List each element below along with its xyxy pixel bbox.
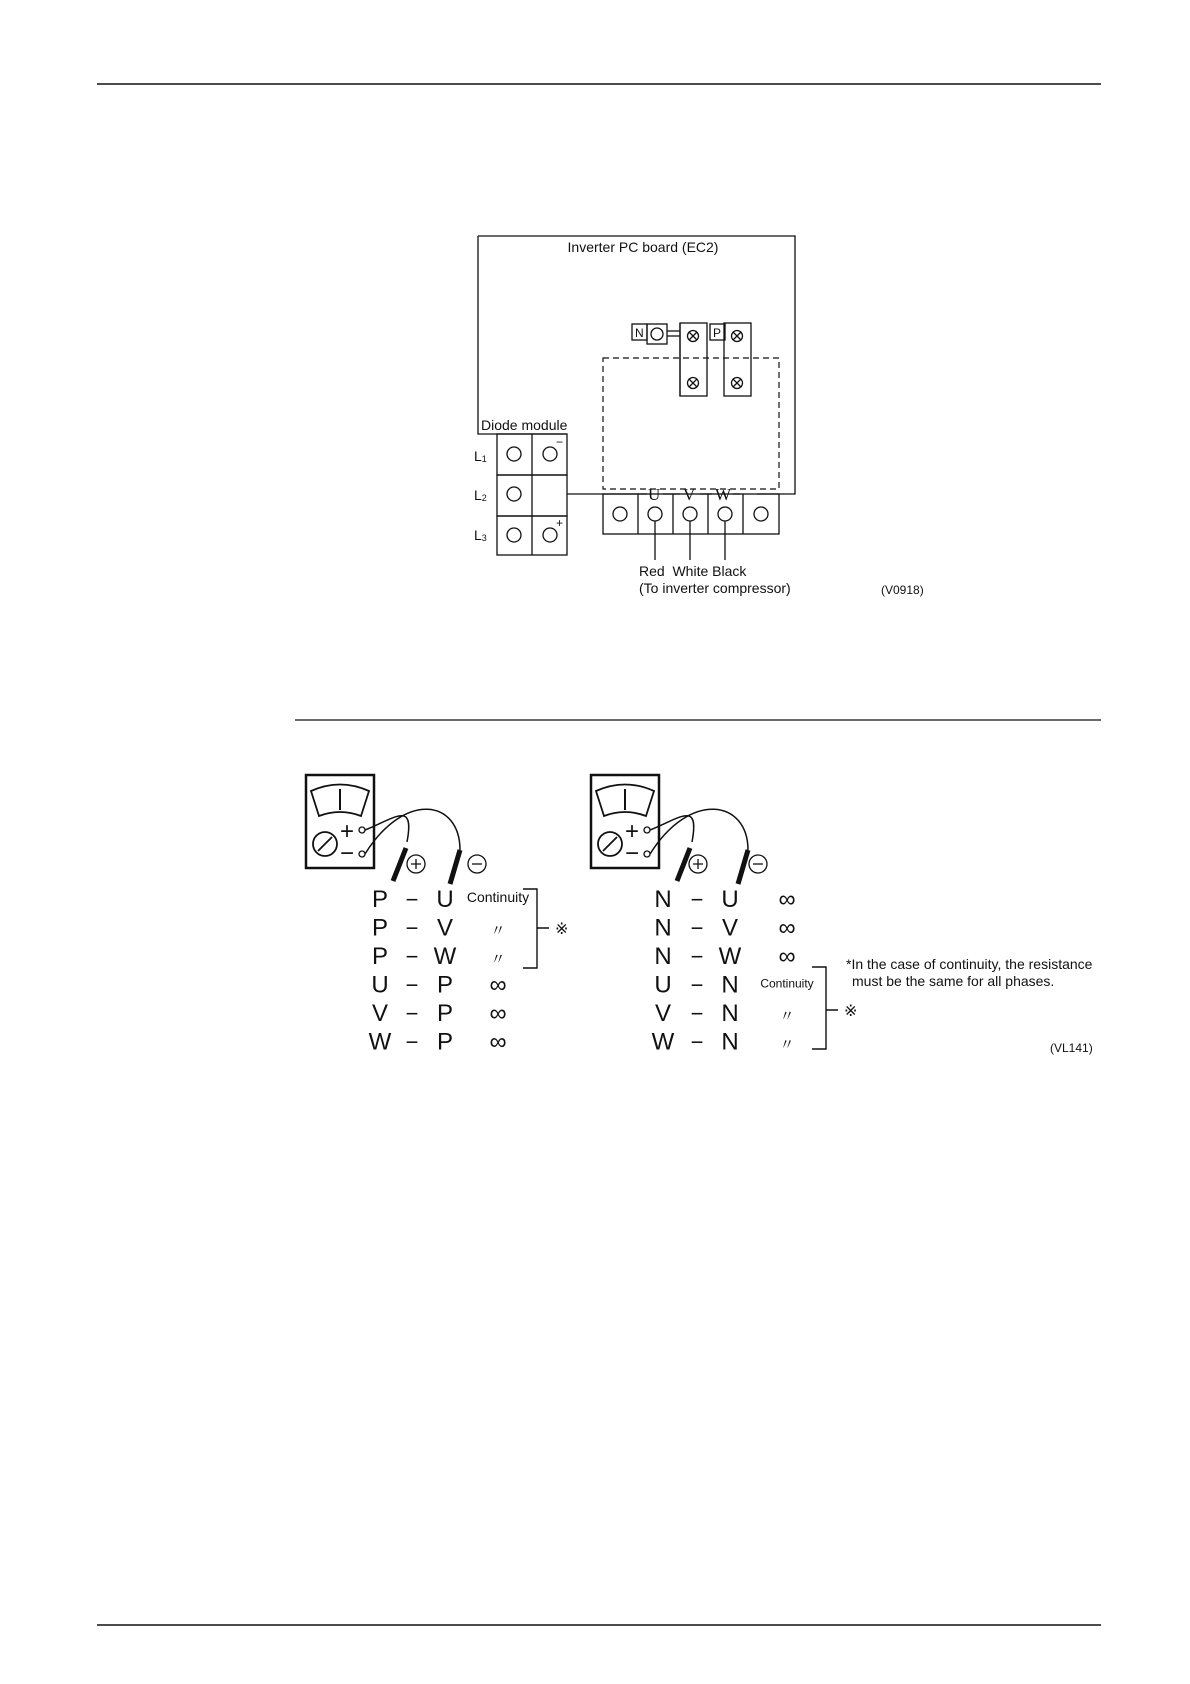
plus-probe-icon-right (689, 855, 707, 873)
row-result: 〃 (779, 1036, 795, 1054)
board-title: Inverter PC board (EC2) (567, 239, 719, 255)
ref-mark-left: ※ (555, 919, 569, 938)
diode-module (497, 434, 567, 555)
row-result: ∞ (778, 886, 796, 913)
row-terminal-b: N (721, 1028, 739, 1056)
inverter-board-diagram (478, 236, 795, 560)
multimeter-right (591, 775, 748, 884)
meter-plus-left: + (340, 818, 355, 845)
row-dash: − (405, 944, 419, 969)
l1-label: L1 (474, 448, 487, 464)
l3-label: L3 (474, 527, 487, 543)
row-result: Continuity (760, 976, 814, 991)
diode-module-label: Diode module (481, 417, 568, 433)
row-terminal-a: V (654, 1000, 672, 1027)
row-terminal-a: V (371, 1000, 389, 1027)
row-dash: − (405, 1029, 419, 1055)
row-result: Continuity (466, 889, 530, 905)
ref-mark-right: ※ (844, 1001, 858, 1020)
p-label: P (713, 326, 722, 340)
row-dash: − (690, 972, 704, 998)
row-terminal-b: P (436, 971, 454, 999)
u-terminal-label: U (648, 485, 661, 504)
plus-mark: + (556, 516, 564, 530)
meter-minus-left: − (340, 840, 355, 867)
meter-plus-right: + (625, 818, 640, 845)
w-terminal-label: W (715, 485, 732, 504)
row-dash: − (690, 1029, 704, 1055)
row-dash: − (690, 1001, 704, 1026)
row-dash: − (690, 944, 704, 969)
row-terminal-a: W (368, 1028, 392, 1056)
row-terminal-b: U (436, 886, 454, 913)
row-terminal-b: P (436, 1028, 454, 1056)
row-terminal-b: N (721, 971, 739, 999)
minus-probe-icon-left (468, 855, 486, 873)
row-terminal-a: W (651, 1028, 675, 1056)
meter-minus-right: − (625, 840, 640, 867)
minus-mark: − (556, 435, 564, 449)
row-dash: − (405, 1001, 419, 1026)
row-result: ∞ (489, 971, 507, 999)
continuity-note-line2: must be the same for all phases. (852, 973, 1055, 989)
row-result: ∞ (778, 914, 796, 942)
row-dash: − (405, 915, 419, 941)
row-terminal-a: U (371, 971, 389, 999)
row-result: 〃 (779, 1008, 795, 1025)
row-result: ∞ (778, 943, 796, 970)
wire-colors-label: Red White Black (639, 563, 747, 579)
row-dash: − (690, 887, 704, 912)
busbar-left (680, 323, 707, 396)
row-dash: − (405, 972, 419, 998)
row-terminal-a: N (654, 943, 672, 970)
row-terminal-a: N (654, 914, 672, 942)
n-label: N (635, 326, 644, 340)
board-outline (478, 236, 795, 494)
wire-destination-label: (To inverter compressor) (639, 580, 791, 596)
v-terminal-label: V (683, 485, 696, 504)
row-terminal-a: N (654, 886, 672, 913)
l2-label: L2 (474, 487, 487, 503)
row-terminal-b: N (721, 1000, 739, 1027)
n-terminal-box (647, 324, 667, 344)
row-terminal-a: U (654, 971, 672, 999)
row-terminal-a: P (371, 943, 389, 970)
n-terminal-circle (651, 328, 663, 340)
bracket-right (812, 967, 838, 1049)
row-result: ∞ (489, 1000, 507, 1027)
row-terminal-b: U (721, 886, 739, 913)
row-terminal-a: P (371, 886, 389, 913)
busbar-right (724, 323, 751, 396)
row-terminal-b: W (718, 943, 742, 970)
row-result: 〃 (490, 922, 506, 940)
row-dash: − (405, 887, 419, 912)
multimeter-left (306, 775, 460, 884)
row-result: ∞ (489, 1028, 507, 1056)
row-terminal-a: P (371, 914, 389, 942)
plus-probe-icon-left (407, 855, 425, 873)
row-terminal-b: V (436, 914, 454, 942)
right-test-table (652, 886, 814, 1056)
row-terminal-b: W (433, 943, 457, 970)
test-figure-code: (VL141) (1050, 1041, 1093, 1055)
row-terminal-b: P (436, 1000, 454, 1027)
board-figure-code: (V0918) (881, 583, 924, 597)
row-result: 〃 (490, 951, 506, 968)
left-test-table (369, 886, 529, 1056)
minus-probe-icon-right (749, 855, 767, 873)
row-terminal-b: V (721, 914, 739, 942)
continuity-note-line1: *In the case of continuity, the resistance (846, 956, 1093, 972)
row-dash: − (690, 915, 704, 941)
